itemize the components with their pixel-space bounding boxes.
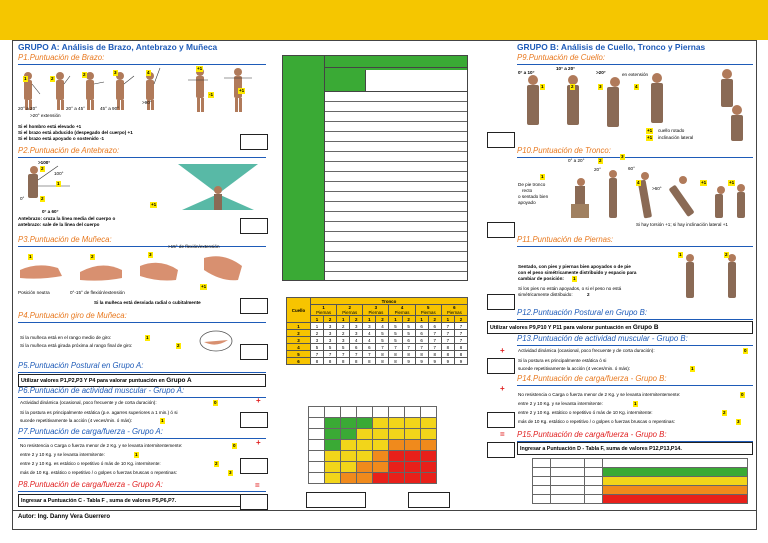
p8-title: P8.Puntuación de carga/fuerza - Grupo A:: [18, 480, 266, 492]
table-b-neck-value: 5: [287, 351, 311, 358]
table-b-cell: 9: [402, 358, 415, 365]
table-b-cell: 3: [363, 323, 376, 330]
table-b-cell: 3: [337, 337, 350, 344]
table-b-cell: 3: [311, 337, 324, 344]
p1-note-1: Si el hombro está elevado +1: [18, 124, 82, 129]
table-b-cell: 5: [311, 344, 324, 351]
table-b-cell: 8: [350, 358, 363, 365]
p10-sit-4: apoyado: [518, 200, 536, 205]
p6-score-input[interactable]: [240, 412, 268, 428]
p12-group-label: Grupo B: [632, 324, 659, 331]
p13-line-3: sucede repetitivamente la acción (4 veces/min. ó más):: [518, 366, 631, 371]
table-b-cell: 2: [337, 323, 350, 330]
table-b-trunk-group: 1 Piernas: [311, 305, 337, 316]
p7-title: P7.Puntuación de carga/fuerza - Grupo A:: [18, 427, 266, 439]
p1-plus-1: +1: [197, 66, 203, 71]
p13-value-1: 0: [744, 348, 747, 353]
p10-angle-1: 0° a 20°: [568, 158, 585, 163]
table-b-cell: 9: [415, 358, 428, 365]
table-b-cell: 5: [389, 323, 402, 330]
p3-plus: +1: [201, 284, 207, 289]
p2-angle-1: >100°: [38, 160, 51, 165]
p12-instruction-text: Utilizar valores P9,P10 Y P11 para valorar puntuación en: [490, 325, 632, 331]
table-b-neck-value: 1: [287, 323, 311, 330]
table-b-cell: 7: [428, 344, 441, 351]
table-b-cell: 5: [324, 344, 337, 351]
p11-line-3: cambiar de posición:: [518, 276, 564, 281]
table-b-cell: 9: [454, 358, 467, 365]
table-b-cell: 8: [415, 351, 428, 358]
p7-line-4: más de 10 Kg. estático o repetitivo / o golpes o fuerzas bruscas o repentinas:: [20, 470, 178, 475]
table-b-neck-value: 6: [287, 358, 311, 365]
table-b-cell: 7: [441, 337, 454, 344]
p7-value-4: 3: [229, 470, 232, 475]
p15-title: P15.Puntuación de carga/fuerza - Grupo B:: [517, 430, 753, 442]
table-b-cell: 7: [454, 330, 467, 337]
p14-title: P14.Puntuación de carga/fuerza - Grupo B:: [517, 374, 753, 386]
p4-line-1: Si la muñeca está en el rango medio de giro:: [20, 335, 112, 340]
table-b-neck-value: 2: [287, 330, 311, 337]
table-b-neck-value: 3: [287, 337, 311, 344]
p9-title: P9.Puntuación de Cuello:: [517, 53, 753, 65]
table-b-trunk-group: 5 Piernas: [415, 305, 441, 316]
p1-angle-2: >20° extensión: [30, 113, 61, 118]
p14-value-2: 1: [634, 401, 637, 406]
p4-title: P4.Puntuación giro de Muñeca:: [18, 311, 266, 323]
p6-line-3: sucede repetitivamente la acción (4 veces/min. ó más):: [20, 418, 133, 423]
p3-note: Si la muñeca está desviada radial o cubitalmente: [94, 300, 201, 305]
p10-title: P10.Puntuación de Tronco:: [517, 146, 753, 158]
table-b-cell: 7: [441, 323, 454, 330]
p6-line-2: Si la postura es principalmente estática (p.e. agarres superiores a 1 min.) ó si: [20, 410, 178, 415]
p14-score-input[interactable]: [487, 412, 515, 428]
p1-score-2b: 2: [83, 72, 86, 77]
table-b-cell: 8: [389, 351, 402, 358]
table-row: [287, 351, 468, 358]
p1-score-2a: 2: [51, 76, 54, 81]
p1-score-3: 3: [114, 70, 117, 75]
p4-line-2: Si la muñeca está girada próxima al rango final de giro:: [20, 343, 133, 348]
table-b-cell: 2: [311, 330, 324, 337]
table-b-cell: 7: [428, 337, 441, 344]
p2-note-1: Antebrazo: cruza la línea media del cuerpo o: [18, 216, 116, 221]
table-row: [287, 337, 468, 344]
p7-value-1: 0: [233, 443, 236, 448]
table-b-cell: 2: [337, 330, 350, 337]
p13-score-input[interactable]: [487, 358, 515, 374]
p14-plus: +: [500, 384, 505, 393]
p3-score-3: 3: [149, 252, 152, 257]
p9-note-1: cuello rotado: [658, 128, 685, 133]
table-b-trunk-group: 4 Piernas: [389, 305, 415, 316]
table-b-cell: 5: [389, 330, 402, 337]
p2-score-1: 1: [57, 181, 60, 186]
p14-line-2: entre 2 y 10 Kg. y se levanta intermitente:: [518, 401, 603, 406]
table-b-cell: 8: [454, 351, 467, 358]
p10-illustration: [517, 160, 753, 228]
table-b-legs-header: 1: [337, 316, 350, 323]
p2-score-2a: 2: [41, 166, 44, 171]
table-b-cell: 7: [337, 351, 350, 358]
p13-line-1: Actividad dinámica (ocasional, poco frecuente y de corta duración):: [518, 348, 655, 353]
table-b-cell: 6: [363, 344, 376, 351]
p9-angle-1: 0° a 10°: [518, 70, 535, 75]
table-b-cell: 3: [324, 330, 337, 337]
p11-value-2: 2: [587, 292, 590, 297]
p4-value-1: 1: [146, 335, 149, 340]
p13-title: P13.Puntuación de actividad muscular - Grupo B:: [517, 334, 753, 346]
table-b-cell: 3: [324, 323, 337, 330]
table-b-cell: 4: [363, 330, 376, 337]
p14-value-3: 2: [723, 410, 726, 415]
p10-sit-1: De pie tronco: [518, 182, 546, 187]
table-b-legs-header: 1: [363, 316, 376, 323]
p10-angle-2: 20°: [594, 167, 601, 172]
table-b-cell: 7: [376, 344, 389, 351]
p15-instruction: Ingresar a Puntuación D - Tabla F, suma de valores P12,P13,P14.: [517, 442, 753, 455]
p11-line-2: con el peso simétricamente distribuido y espacio para: [518, 270, 637, 275]
p10-score-4: 4: [637, 180, 640, 185]
table-b-legs-header: 2: [402, 316, 415, 323]
p6-plus: +: [256, 396, 261, 405]
p6-value-1: 0: [214, 400, 217, 405]
table-b-cell: 7: [428, 330, 441, 337]
p3-angle-2: 0°-15° de flexión/extensión: [70, 290, 125, 295]
p14-value-4: 3: [737, 419, 740, 424]
p9-score-2: 2: [571, 84, 574, 89]
table-b-legs-header: 1: [311, 316, 324, 323]
table-b-legs-header: 2: [454, 316, 467, 323]
table-b-cell: 8: [311, 358, 324, 365]
p11-line-4: Si los pies no están apoyados, o si el peso no está: [518, 286, 622, 291]
table-b-cell: 8: [428, 351, 441, 358]
p10-angle-4: >60°: [652, 186, 662, 191]
p10-score-2a: 2: [599, 158, 602, 163]
p9-score-4: 4: [635, 84, 638, 89]
p3-angle-3: >15° de flexión/extensión: [168, 244, 220, 249]
table-b-cell: 5: [376, 337, 389, 344]
p9-angle-4: en extensión: [622, 72, 649, 77]
p8-equals: =: [255, 481, 260, 490]
score-d-input[interactable]: [408, 492, 450, 508]
p12-instruction: [487, 321, 753, 334]
p9-plus-1: +1: [647, 128, 653, 133]
table-b-cell: 5: [402, 330, 415, 337]
p11-score-input[interactable]: [487, 294, 515, 310]
table-b-cell: 4: [363, 337, 376, 344]
p7-plus: +: [256, 438, 261, 447]
table-b-legs-header: 1: [389, 316, 402, 323]
p14-line-3: entre 2 y 10 Kg. estático o repetitivo ó más de 10 Kg. intermitente:: [518, 410, 653, 415]
p9-note-2: inclinación lateral: [658, 135, 694, 140]
table-b-cell: 7: [441, 330, 454, 337]
table-b-cell: 9: [428, 358, 441, 365]
group-b-title: GRUPO B: Análisis de Cuello, Tronco y Piernas: [517, 42, 706, 52]
table-row: [287, 323, 468, 330]
p11-value-1: 1: [573, 276, 576, 281]
table-b-cell: 5: [337, 344, 350, 351]
table-b-cell: 8: [337, 358, 350, 365]
p1-note-3: Si el brazo está apoyado o sostenido -1: [18, 136, 105, 141]
table-row: [287, 358, 468, 365]
p12-title: P12.Puntuación Postural en Grupo B:: [517, 308, 753, 320]
table-b-cell: 8: [376, 358, 389, 365]
table-b-legs-header: 2: [324, 316, 337, 323]
p10-plus-2: +1: [729, 180, 735, 185]
table-b-cell: 7: [454, 323, 467, 330]
table-b-cell: 4: [350, 337, 363, 344]
risk-level-table: [532, 458, 748, 504]
table-b-cell: 7: [363, 351, 376, 358]
table-b-cell: 6: [415, 330, 428, 337]
table-b-cell: 7: [350, 351, 363, 358]
p3-title: P3.Puntuación de Muñeca:: [18, 235, 266, 247]
p10-score-3: 3: [621, 154, 624, 159]
table-b-trunk-header: Tronco: [311, 298, 468, 305]
table-b-cell: 7: [389, 344, 402, 351]
table-b-cell: 8: [454, 344, 467, 351]
p7-line-3: entre 2 y 10 Kg. es estático o repetitivo ó más de 10 Kg. intermitente:: [20, 461, 161, 466]
p10-sit-2: recto: [522, 188, 533, 193]
table-b-legs-header: 1: [415, 316, 428, 323]
table-b-cell: 6: [402, 337, 415, 344]
table-b-cell: 7: [454, 337, 467, 344]
p1-score-1: 1: [24, 76, 27, 81]
p9-plus-2: +1: [647, 135, 653, 140]
p9-score-1: 1: [541, 84, 544, 89]
p9-angle-2: 10° a 20°: [556, 66, 576, 71]
p2-score-input[interactable]: [240, 218, 268, 234]
table-b-neck-value: 4: [287, 344, 311, 351]
p9-score-input[interactable]: [487, 132, 515, 148]
p14-line-4: más de 10 Kg. estático o repetitivo / o golpes o fuerzas bruscas o repentinas:: [518, 419, 676, 424]
table-b-trunk-group: 3 Piernas: [363, 305, 389, 316]
table-a-col-header-top: [325, 56, 467, 68]
p2-angle-2: 100°: [54, 171, 64, 176]
p10-sit-3: o sentado bien: [518, 194, 549, 199]
table-b-cell: 4: [376, 323, 389, 330]
p2-note-2: antebrazo: sale de la línea del cuerpo: [18, 222, 100, 227]
score-c-input[interactable]: [306, 492, 366, 508]
p10-score-input[interactable]: [487, 222, 515, 238]
table-b-cell: 7: [415, 344, 428, 351]
table-b-cell: 7: [402, 344, 415, 351]
p10-score-1: 1: [541, 174, 544, 179]
p1-angle-3: 20° a 45°: [66, 106, 86, 111]
table-b-cell: 3: [350, 330, 363, 337]
p8-instruction: Ingresar a Puntuación C - Tabla F , suma de valores P5,P6,P7.: [18, 494, 266, 507]
table-b-cell: 8: [363, 358, 376, 365]
p2-angle-3: 0°: [20, 196, 25, 201]
table-b-cell: 8: [441, 351, 454, 358]
p1-note-2: Si el brazo está abducido (despegado del cuerpo) +1: [18, 130, 133, 135]
table-b-cell: 5: [402, 323, 415, 330]
p8-score-input[interactable]: [240, 494, 268, 510]
table-b: [286, 297, 468, 365]
table-a-col-header: [325, 68, 467, 92]
table-a: [282, 55, 468, 281]
group-a-title: GRUPO A: Análisis de Brazo, Antebrazo y Muñeca: [18, 42, 218, 52]
p5-instruction-text: Utilizar valores P1,P2,P3 Y P4 para valorar puntuación en: [21, 378, 165, 384]
p15-score-input[interactable]: [487, 442, 515, 458]
table-b-cell: 5: [376, 330, 389, 337]
p10-note: Si hay torsión +1; si hay inclinación lateral +1: [636, 222, 728, 227]
p13-line-2: Si la postura es principalmente estática ó si: [518, 358, 607, 363]
table-b-cell: 8: [441, 344, 454, 351]
p11-score-1: 1: [679, 252, 682, 257]
p1-angle-5: >90°: [142, 100, 152, 105]
table-b-cell: 3: [350, 323, 363, 330]
table-b-cell: 8: [324, 358, 337, 365]
p14-line-1: No resistencia o Carga o fuerza menor de 2 Kg. y se levanta intermitentemente:: [518, 392, 681, 397]
p11-score-2: 2: [725, 252, 728, 257]
table-b-trunk-group: 2 Piernas: [337, 305, 363, 316]
p13-plus: +: [500, 346, 505, 355]
p7-line-2: entre 2 y 10 Kg. y se levanta intermitente:: [20, 452, 105, 457]
p4-score-input[interactable]: [240, 344, 268, 360]
p10-angle-3: 60°: [628, 166, 635, 171]
table-b-trunk-group: 6 Piernas: [441, 305, 467, 316]
author-credit: Autor: Ing. Danny Vera Guerrero: [12, 510, 757, 524]
table-b-cell: 7: [311, 351, 324, 358]
p11-line-1: Sentado, con pies y piernas bien apoyados o de pie: [518, 264, 631, 269]
table-b-legs-header: 2: [376, 316, 389, 323]
table-row: [287, 344, 468, 351]
top-banner: [0, 0, 768, 40]
p1-title: P1.Puntuación de Brazo:: [18, 53, 266, 65]
table-row: [287, 330, 468, 337]
table-b-cell: 8: [376, 351, 389, 358]
p7-line-1: No resistencia o Carga o fuerza menor de 2 Kg. y se levanta intermitentemente:: [20, 443, 183, 448]
p2-angle-4: 0° a 60°: [42, 209, 59, 214]
table-b-cell: 8: [402, 351, 415, 358]
p15-equals: =: [500, 430, 505, 439]
table-b-neck-header: Cuello: [287, 298, 311, 323]
table-b-cell: 1: [311, 323, 324, 330]
p1-angle-4: 45° a 90°: [100, 106, 120, 111]
table-b-cell: 8: [389, 358, 402, 365]
table-a-row-header: [283, 56, 325, 280]
p6-value-2: 1: [161, 418, 164, 423]
p10-plus-1: +1: [701, 180, 707, 185]
p1-score-4: 4: [147, 70, 150, 75]
p3-illustration: [18, 250, 266, 298]
p2-score-2b: 2: [41, 196, 44, 201]
p5-group-label: Grupo A: [166, 377, 192, 384]
p9-score-3: 3: [599, 84, 602, 89]
p14-value-1: 0: [741, 392, 744, 397]
p7-value-3: 2: [215, 461, 218, 466]
p4-rotation-icon: [196, 326, 236, 356]
p4-value-2: 2: [177, 343, 180, 348]
p3-angle-1: Posición neutra: [18, 290, 50, 295]
table-b-cell: 3: [324, 337, 337, 344]
table-b-legs-header: 1: [441, 316, 454, 323]
table-b-cell: 5: [389, 337, 402, 344]
p2-plus: +1: [151, 202, 157, 207]
p11-title: P11.Puntuación de Piernas:: [517, 235, 753, 247]
p3-score-1: 1: [29, 254, 32, 259]
p1-angle-1: 20° a 20°: [18, 106, 38, 111]
p6-title: P6.Puntuación de actividad muscular - Grupo A:: [18, 386, 266, 398]
p2-title: P2.Puntuación de Antebrazo:: [18, 146, 266, 158]
table-b-legs-header: 2: [428, 316, 441, 323]
p7-value-2: 1: [135, 452, 138, 457]
p9-angle-3: >20°: [596, 70, 606, 75]
table-b-cell: 6: [350, 344, 363, 351]
p3-score-2: 2: [91, 254, 94, 259]
p5-title: P5.Puntuación Postural en Grupo A:: [18, 361, 266, 373]
p7-score-input[interactable]: [240, 458, 268, 474]
table-b-cell: 9: [441, 358, 454, 365]
p13-value-2: 1: [691, 366, 694, 371]
table-b-legs-header: 2: [350, 316, 363, 323]
p11-illustration: [660, 248, 752, 302]
table-b-cell: 7: [324, 351, 337, 358]
table-b-cell: 6: [415, 337, 428, 344]
table-b-cell: 6: [415, 323, 428, 330]
table-a-grid: [325, 92, 467, 280]
table-b-cell: 6: [428, 323, 441, 330]
p1-plus-2: +1: [239, 88, 245, 93]
table-c: [308, 406, 448, 484]
p6-line-1: Actividad dinámica (ocasional, poco frecuente y de corta duración):: [20, 400, 157, 405]
p11-line-5: simétricamente distribuido:: [518, 292, 573, 297]
p1-minus-1: -1: [209, 92, 214, 97]
